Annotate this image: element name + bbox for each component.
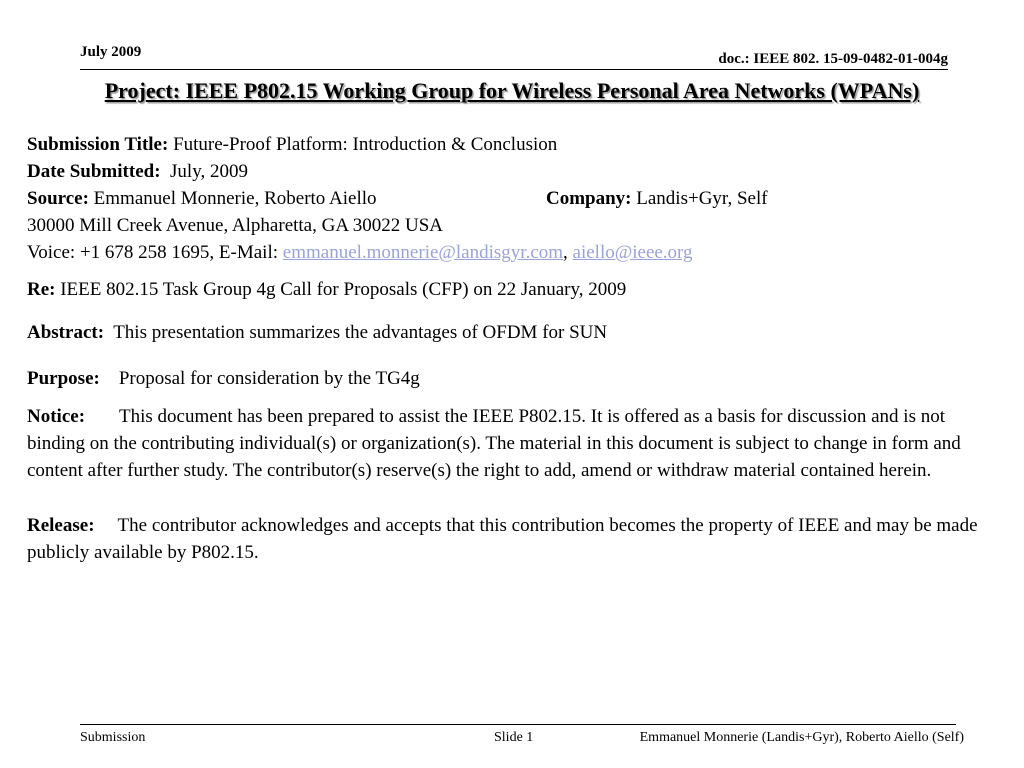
submission-title-line bbox=[27, 134, 557, 156]
date-submitted-label: Date Submitted: bbox=[27, 161, 161, 182]
header-doc-id: doc.: IEEE 802. 15-09-0482-01-004g bbox=[718, 51, 948, 67]
contact-line bbox=[27, 242, 693, 264]
source-value: Emmanuel Monnerie, Roberto Aiello bbox=[93, 188, 377, 209]
abstract-line bbox=[27, 322, 607, 344]
email-separator: , bbox=[563, 242, 573, 263]
submission-title-label: Submission Title: bbox=[27, 134, 169, 155]
source-line bbox=[27, 188, 377, 210]
notice-paragraph bbox=[27, 403, 1002, 484]
date-submitted-value: July, 2009 bbox=[170, 161, 248, 182]
purpose-line bbox=[27, 368, 420, 390]
release-paragraph bbox=[27, 512, 1002, 566]
footer-submission: Submission bbox=[80, 730, 146, 745]
header-divider bbox=[80, 69, 948, 70]
re-line bbox=[27, 279, 626, 301]
date-submitted-line bbox=[27, 161, 248, 183]
abstract-value: This presentation summarizes the advantages of OFDM for SUN bbox=[113, 322, 608, 343]
voice-prefix: Voice: +1 678 258 1695, E-Mail: bbox=[27, 242, 283, 263]
abstract-label: Abstract: bbox=[27, 322, 105, 343]
footer-authors: Emmanuel Monnerie (Landis+Gyr), Roberto Aiello (Self) bbox=[639, 730, 964, 745]
release-label: Release: bbox=[27, 515, 95, 536]
company-line bbox=[546, 188, 768, 210]
notice-value: This document has been prepared to assist the IEEE P802.15. It is offered as a basis for discussion and is not binding on the contributing individual(s) or organization(s). The material in this document is subject to change in form and content after further study. The contributor(s) reserve(s) the right to add, amend or withdraw material contained herein. bbox=[27, 406, 961, 481]
footer-slide-number: Slide 1 bbox=[494, 730, 534, 745]
address-line: 30000 Mill Creek Avenue, Alpharetta, GA 30022 USA bbox=[27, 215, 444, 236]
footer-divider bbox=[80, 724, 956, 725]
notice-label: Notice: bbox=[27, 406, 86, 427]
re-value: IEEE 802.15 Task Group 4g Call for Proposals (CFP) on 22 January, 2009 bbox=[60, 279, 627, 300]
source-label: Source: bbox=[27, 188, 89, 209]
company-value: Landis+Gyr, Self bbox=[636, 188, 768, 209]
re-label: Re: bbox=[27, 279, 56, 300]
email-link-monnerie[interactable]: emmanuel.monnerie@landisgyr.com bbox=[282, 242, 564, 263]
company-label: Company: bbox=[546, 188, 632, 209]
purpose-label: Purpose: bbox=[27, 368, 100, 389]
email-link-aiello[interactable]: aiello@ieee.org bbox=[572, 242, 693, 263]
header-date: July 2009 bbox=[80, 44, 142, 60]
project-title: Project: IEEE P802.15 Working Group for Wireless Personal Area Networks (WPANs) bbox=[104, 78, 920, 103]
release-value: The contributor acknowledges and accepts that this contribution becomes the property of IEEE and may be made publicly available by P802.15. bbox=[27, 515, 978, 563]
purpose-value: Proposal for consideration by the TG4g bbox=[118, 368, 420, 389]
submission-title-value: Future-Proof Platform: Introduction & Conclusion bbox=[173, 134, 558, 155]
